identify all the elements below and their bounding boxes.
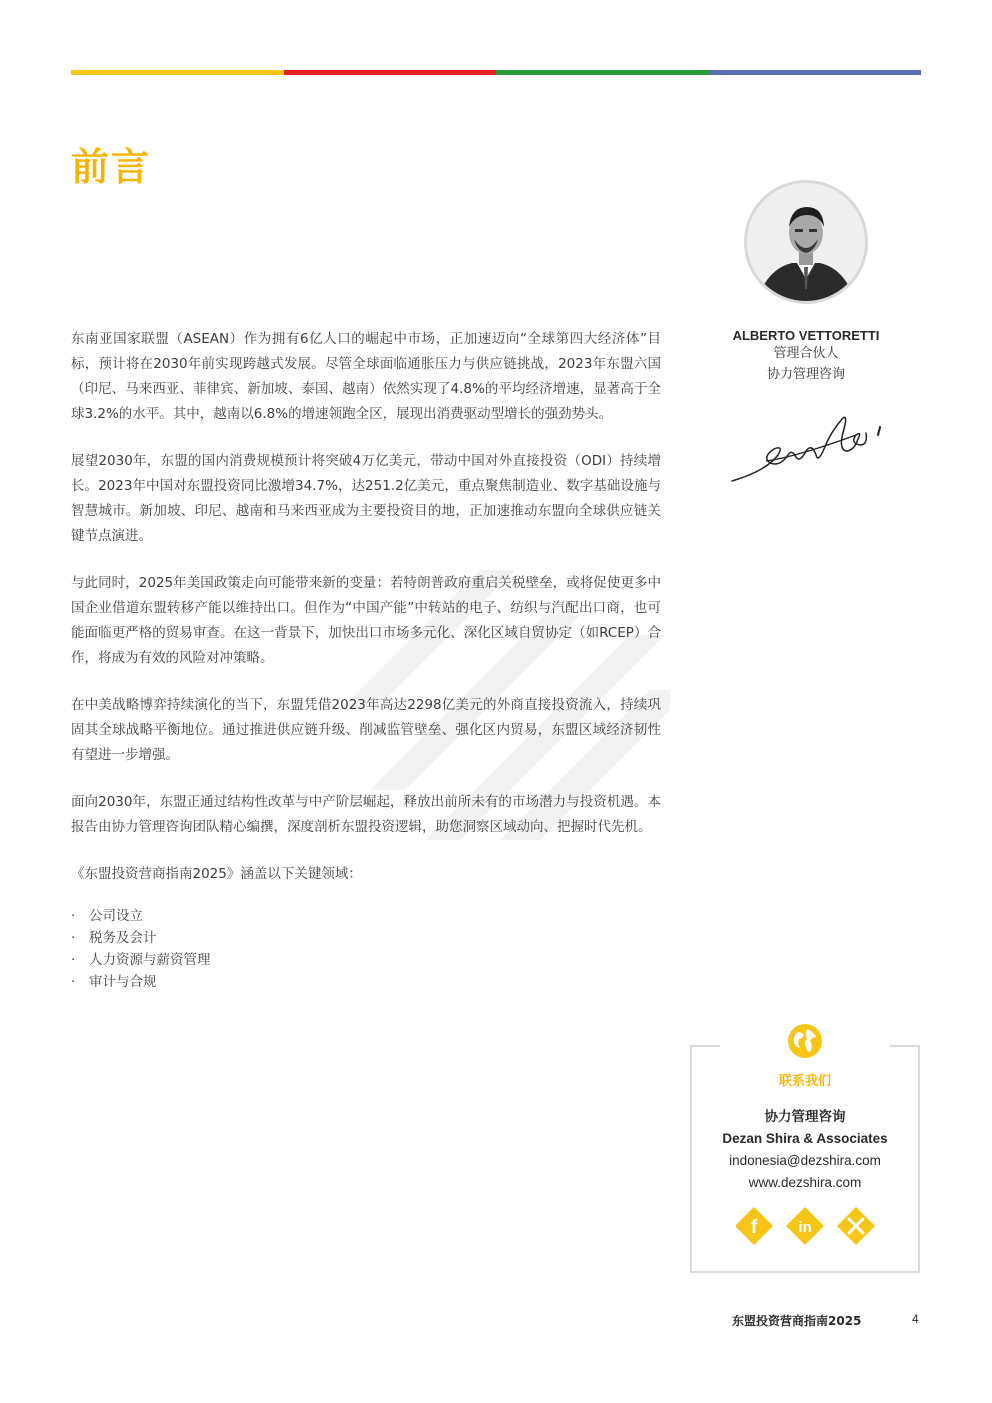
paragraph-4: 在中美战略博弈持续演化的当下，东盟凭借2023年高达2298亿美元的外商直接投资流入，持续巩固其全球战略平衡地位。通过推进供应链升级、削减监管壁垒、强化区内贸易，东盟区域经济韧性有望进一步增强。 [71,697,661,763]
bar-yellow [71,70,284,75]
contact-details [690,1106,920,1194]
bar-red [284,70,497,75]
company-name-cn: 协力管理咨询 [764,1109,846,1125]
website-link[interactable]: www.dezshira.com [748,1175,862,1190]
bar-green [496,70,709,75]
body-text [71,327,661,993]
top-color-bar [71,70,921,75]
paragraph-2: 展望2030年，东盟的国内消费规模预计将突破4万亿美元，带动中国对外直接投资（ODI）持续增长。2023年中国对东盟投资同比激增34.7%，达251.2亿美元，重点聚焦制造业、数字基础设施与智慧城市。新加坡、印尼、越南和马来西亚成为主要投资目的地，正加速推动东盟向全球供应链关键节点演进。 [71,453,661,544]
list-item: · 审计与合规 [71,974,157,990]
linkedin-icon[interactable] [786,1207,824,1245]
facebook-icon[interactable] [736,1207,773,1245]
company-name-en: Dezan Shira & Associates [722,1131,888,1146]
author-name: ALBERTO VETTORETTI [732,328,880,343]
paragraph-5: 面向2030年，东盟正通过结构性改革与中产阶层崛起，释放出前所未有的市场潜力与投资机遇。本报告由协力管理咨询团队精心编撰，深度剖析东盟投资逻辑，助您洞察区域动向、把握时代先机。 [71,794,661,835]
paragraph-3: 与此同时，2025年美国政策走向可能带来新的变量：若特朗普政府重启关税壁垒，或将促使更多中国企业借道东盟转移产能以维持出口。但作为“中国产能”中转站的电子、纺织与汽配出口商，也可能面临更严格的贸易审查。在这一背景下，加快出口市场多元化、深化区域自贸协定（如RCEP）合作，将成为有效的风险对冲策略。 [71,575,661,666]
list-item: · 税务及会计 [71,930,157,946]
globe-icon [787,1023,823,1059]
bar-blue [709,70,922,75]
svg-text:in: in [798,1219,812,1236]
author-role: 管理合伙人 [773,346,839,361]
portrait-image [747,183,865,301]
signature-image [726,405,896,490]
author-photo [744,180,868,304]
page-title: 前言 [71,145,152,189]
contact-heading: 联系我们 [778,1074,831,1089]
paragraph-1: 东南亚国家联盟（ASEAN）作为拥有6亿人口的崛起中市场，正加速迈向“全球第四大经济体”目标，预计将在2030年前实现跨越式发展。尽管全球面临通胀压力与供应链挑战，2023年东盟六国（印尼、马来西亚、菲律宾、新加坡、泰国、越南）依然实现了4.8%的平均经济增速，显著高于全球3.2%的水平。其中，越南以6.8%的增速领跑全区，展现出消费驱动型增长的强劲势头。 [71,331,661,422]
contact-email-link[interactable]: indonesia@dezshira.com [729,1153,881,1168]
list-item: · 人力资源与薪资管理 [71,952,211,968]
author-profile [706,180,906,385]
author-company: 协力管理咨询 [766,367,845,382]
social-icons [736,1206,876,1246]
svg-text:f: f [750,1217,758,1238]
page-number: 4 [912,1312,919,1326]
key-areas-list [71,905,661,993]
x-icon[interactable] [837,1207,875,1245]
paragraph-6: 《东盟投资营商指南2025》涵盖以下关键领域： [71,866,362,882]
list-item: · 公司设立 [71,908,143,924]
footer-title: 东盟投资营商指南2025 [732,1314,862,1328]
